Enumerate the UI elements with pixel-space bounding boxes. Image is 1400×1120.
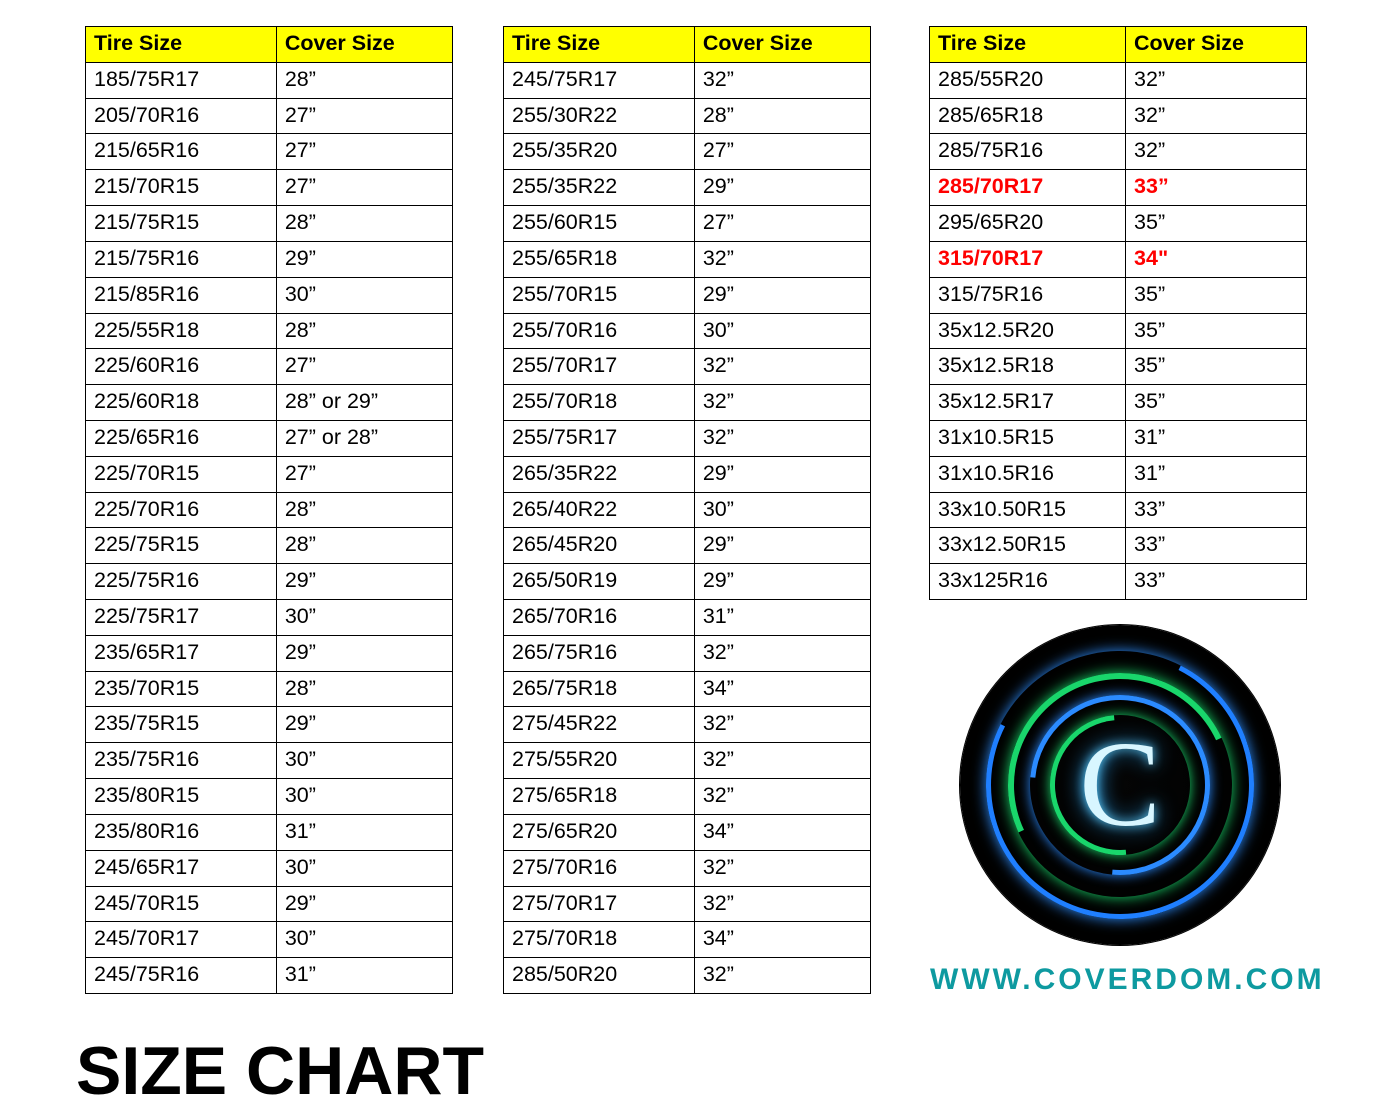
table-row <box>86 779 453 815</box>
cell-tire-size: 245/75R17 <box>504 62 695 98</box>
logo-disc <box>960 625 1280 945</box>
table-row <box>930 420 1307 456</box>
table-row <box>930 134 1307 170</box>
cell-cover-size: 29” <box>694 528 870 564</box>
cell-cover-size: 32” <box>694 958 870 994</box>
cell-cover-size: 28” <box>694 98 870 134</box>
cell-tire-size: 275/70R17 <box>504 886 695 922</box>
cell-tire-size: 225/55R18 <box>86 313 277 349</box>
table-row <box>86 241 453 277</box>
cell-cover-size: 35” <box>1126 206 1307 242</box>
cell-cover-size: 29” <box>276 635 452 671</box>
cell-tire-size: 285/50R20 <box>504 958 695 994</box>
size-table-3 <box>929 26 1307 600</box>
table-row <box>504 206 871 242</box>
table-row <box>86 170 453 206</box>
cell-cover-size: 30” <box>276 850 452 886</box>
cell-cover-size: 30” <box>276 743 452 779</box>
cell-cover-size: 29” <box>276 241 452 277</box>
cell-cover-size: 32” <box>1126 98 1307 134</box>
table-row <box>86 564 453 600</box>
cell-cover-size: 32” <box>694 420 870 456</box>
cell-tire-size: 225/70R15 <box>86 456 277 492</box>
cell-cover-size: 35” <box>1126 313 1307 349</box>
cell-cover-size: 31” <box>1126 456 1307 492</box>
table-row <box>86 420 453 456</box>
table-row <box>86 886 453 922</box>
cell-cover-size: 32” <box>694 850 870 886</box>
column-header-cover-size: Cover Size <box>276 27 452 63</box>
cell-tire-size: 315/70R17 <box>930 241 1126 277</box>
table-row <box>930 206 1307 242</box>
cell-cover-size: 31” <box>276 814 452 850</box>
table-row <box>86 385 453 421</box>
cell-tire-size: 275/65R20 <box>504 814 695 850</box>
table-row <box>504 98 871 134</box>
table-row <box>504 814 871 850</box>
column-header-tire-size: Tire Size <box>504 27 695 63</box>
cell-tire-size: 245/70R15 <box>86 886 277 922</box>
table-body-2 <box>504 62 871 993</box>
cell-cover-size: 31” <box>276 958 452 994</box>
table-row <box>504 385 871 421</box>
table-row <box>86 349 453 385</box>
cell-cover-size: 29” <box>694 564 870 600</box>
table-row <box>504 134 871 170</box>
cell-cover-size: 29” <box>276 564 452 600</box>
table-row <box>86 814 453 850</box>
page-title: SIZE CHART <box>76 1033 484 1109</box>
cell-cover-size: 32” <box>694 707 870 743</box>
cell-tire-size: 245/65R17 <box>86 850 277 886</box>
cell-cover-size: 32” <box>694 635 870 671</box>
table-row <box>86 958 453 994</box>
cell-tire-size: 31x10.5R16 <box>930 456 1126 492</box>
table-row <box>504 779 871 815</box>
cell-cover-size: 28” <box>276 671 452 707</box>
cell-cover-size: 28” or 29” <box>276 385 452 421</box>
cell-tire-size: 265/40R22 <box>504 492 695 528</box>
cell-cover-size: 34" <box>1126 241 1307 277</box>
table-row <box>930 98 1307 134</box>
brand-logo-block <box>930 625 1325 997</box>
table-row <box>86 313 453 349</box>
cell-cover-size: 30” <box>276 922 452 958</box>
cell-tire-size: 255/70R15 <box>504 277 695 313</box>
table-column-2 <box>503 26 871 994</box>
table-row <box>86 492 453 528</box>
cell-cover-size: 34” <box>694 814 870 850</box>
cell-cover-size: 32” <box>694 743 870 779</box>
cell-tire-size: 225/60R16 <box>86 349 277 385</box>
cell-tire-size: 225/65R16 <box>86 420 277 456</box>
table-row <box>930 456 1307 492</box>
size-table-2 <box>503 26 871 994</box>
table-row <box>504 958 871 994</box>
cell-tire-size: 265/70R16 <box>504 600 695 636</box>
table-row <box>504 600 871 636</box>
cell-tire-size: 255/75R17 <box>504 420 695 456</box>
table-row <box>504 707 871 743</box>
cell-tire-size: 33x125R16 <box>930 564 1126 600</box>
cell-tire-size: 255/65R18 <box>504 241 695 277</box>
cell-cover-size: 35” <box>1126 385 1307 421</box>
cell-tire-size: 265/75R18 <box>504 671 695 707</box>
cell-cover-size: 30” <box>276 600 452 636</box>
cell-cover-size: 35” <box>1126 277 1307 313</box>
cell-cover-size: 32” <box>694 886 870 922</box>
table-row <box>86 707 453 743</box>
size-table-1 <box>85 26 453 994</box>
cell-cover-size: 33” <box>1126 564 1307 600</box>
cell-tire-size: 275/55R20 <box>504 743 695 779</box>
table-row <box>86 600 453 636</box>
table-row <box>930 241 1307 277</box>
column-header-cover-size: Cover Size <box>1126 27 1307 63</box>
table-row <box>930 349 1307 385</box>
cell-cover-size: 29” <box>694 456 870 492</box>
cell-tire-size: 315/75R16 <box>930 277 1126 313</box>
cell-tire-size: 215/70R15 <box>86 170 277 206</box>
cell-cover-size: 29” <box>694 277 870 313</box>
cell-cover-size: 29” <box>694 170 870 206</box>
cell-cover-size: 32” <box>694 349 870 385</box>
table-row <box>86 528 453 564</box>
cell-cover-size: 27” <box>276 98 452 134</box>
table-row <box>504 420 871 456</box>
table-row <box>930 62 1307 98</box>
cell-tire-size: 225/75R16 <box>86 564 277 600</box>
column-header-tire-size: Tire Size <box>930 27 1126 63</box>
table-row <box>504 922 871 958</box>
cell-cover-size: 27” <box>276 456 452 492</box>
cell-tire-size: 225/70R16 <box>86 492 277 528</box>
cell-cover-size: 31” <box>694 600 870 636</box>
table-row <box>504 743 871 779</box>
table-row <box>930 492 1307 528</box>
table-column-1 <box>85 26 453 994</box>
cell-tire-size: 265/50R19 <box>504 564 695 600</box>
cell-tire-size: 265/75R16 <box>504 635 695 671</box>
cell-cover-size: 27” <box>276 170 452 206</box>
cell-tire-size: 235/80R16 <box>86 814 277 850</box>
cell-tire-size: 215/75R15 <box>86 206 277 242</box>
table-row <box>930 564 1307 600</box>
table-row <box>930 313 1307 349</box>
cell-cover-size: 27” <box>276 134 452 170</box>
column-header-cover-size: Cover Size <box>694 27 870 63</box>
cell-tire-size: 275/45R22 <box>504 707 695 743</box>
cell-cover-size: 28” <box>276 62 452 98</box>
cell-cover-size: 28” <box>276 528 452 564</box>
cell-cover-size: 28” <box>276 313 452 349</box>
cell-tire-size: 255/70R16 <box>504 313 695 349</box>
cell-tire-size: 285/75R16 <box>930 134 1126 170</box>
cell-cover-size: 33” <box>1126 528 1307 564</box>
table-row <box>504 850 871 886</box>
cell-tire-size: 33x12.50R15 <box>930 528 1126 564</box>
table-row <box>504 170 871 206</box>
table-row <box>86 850 453 886</box>
cell-cover-size: 33” <box>1126 170 1307 206</box>
cell-cover-size: 30” <box>694 492 870 528</box>
table-row <box>504 277 871 313</box>
cell-tire-size: 215/75R16 <box>86 241 277 277</box>
table-row <box>504 528 871 564</box>
cell-tire-size: 235/75R15 <box>86 707 277 743</box>
cell-tire-size: 275/65R18 <box>504 779 695 815</box>
cell-cover-size: 32” <box>694 385 870 421</box>
cell-cover-size: 27” <box>276 349 452 385</box>
table-row <box>86 635 453 671</box>
cell-cover-size: 30” <box>694 313 870 349</box>
table-row <box>86 456 453 492</box>
cell-tire-size: 235/80R15 <box>86 779 277 815</box>
table-row <box>504 313 871 349</box>
cell-tire-size: 225/75R17 <box>86 600 277 636</box>
table-row <box>504 886 871 922</box>
cell-tire-size: 215/65R16 <box>86 134 277 170</box>
table-row <box>86 134 453 170</box>
table-row <box>504 492 871 528</box>
table-header-row <box>930 27 1307 63</box>
cell-tire-size: 35x12.5R20 <box>930 313 1126 349</box>
table-row <box>86 671 453 707</box>
table-row <box>930 170 1307 206</box>
cell-tire-size: 265/45R20 <box>504 528 695 564</box>
cell-cover-size: 29” <box>276 886 452 922</box>
cell-tire-size: 245/70R17 <box>86 922 277 958</box>
table-row <box>930 277 1307 313</box>
cell-cover-size: 28” <box>276 492 452 528</box>
table-body-1 <box>86 62 453 993</box>
table-row <box>86 743 453 779</box>
cell-cover-size: 27” <box>694 206 870 242</box>
cell-cover-size: 34” <box>694 922 870 958</box>
table-row <box>504 671 871 707</box>
cell-tire-size: 265/35R22 <box>504 456 695 492</box>
cell-cover-size: 32” <box>694 241 870 277</box>
cell-tire-size: 245/75R16 <box>86 958 277 994</box>
cell-cover-size: 32” <box>694 62 870 98</box>
column-header-tire-size: Tire Size <box>86 27 277 63</box>
table-row <box>504 241 871 277</box>
table-body-3 <box>930 62 1307 599</box>
cell-cover-size: 35” <box>1126 349 1307 385</box>
cell-tire-size: 35x12.5R17 <box>930 385 1126 421</box>
cell-tire-size: 255/35R20 <box>504 134 695 170</box>
cell-tire-size: 225/60R18 <box>86 385 277 421</box>
table-row <box>930 385 1307 421</box>
table-row <box>504 349 871 385</box>
table-column-3 <box>929 26 1307 600</box>
cell-tire-size: 235/70R15 <box>86 671 277 707</box>
cell-cover-size: 27” or 28” <box>276 420 452 456</box>
cell-tire-size: 295/65R20 <box>930 206 1126 242</box>
cell-tire-size: 285/70R17 <box>930 170 1126 206</box>
cell-tire-size: 185/75R17 <box>86 62 277 98</box>
cell-tire-size: 255/30R22 <box>504 98 695 134</box>
table-row <box>504 62 871 98</box>
cell-cover-size: 32” <box>1126 134 1307 170</box>
cell-tire-size: 215/85R16 <box>86 277 277 313</box>
cell-tire-size: 225/75R15 <box>86 528 277 564</box>
table-row <box>930 528 1307 564</box>
cell-cover-size: 28” <box>276 206 452 242</box>
cell-tire-size: 255/70R17 <box>504 349 695 385</box>
cell-cover-size: 29” <box>276 707 452 743</box>
cell-tire-size: 33x10.50R15 <box>930 492 1126 528</box>
cell-cover-size: 32” <box>694 779 870 815</box>
cell-cover-size: 27” <box>694 134 870 170</box>
table-row <box>86 98 453 134</box>
cell-cover-size: 34” <box>694 671 870 707</box>
cell-cover-size: 30” <box>276 779 452 815</box>
table-header-row <box>86 27 453 63</box>
cell-cover-size: 31” <box>1126 420 1307 456</box>
cell-tire-size: 285/55R20 <box>930 62 1126 98</box>
cell-tire-size: 285/65R18 <box>930 98 1126 134</box>
cell-tire-size: 31x10.5R15 <box>930 420 1126 456</box>
table-row <box>86 277 453 313</box>
cell-tire-size: 235/65R17 <box>86 635 277 671</box>
table-header-row <box>504 27 871 63</box>
cell-tire-size: 255/35R22 <box>504 170 695 206</box>
cell-tire-size: 205/70R16 <box>86 98 277 134</box>
cell-tire-size: 255/70R18 <box>504 385 695 421</box>
cell-cover-size: 32” <box>1126 62 1307 98</box>
website-url: WWW.COVERDOM.COM <box>930 963 1325 996</box>
logo-letter-c: C <box>1079 717 1161 852</box>
table-row <box>504 635 871 671</box>
cell-tire-size: 275/70R18 <box>504 922 695 958</box>
cell-tire-size: 275/70R16 <box>504 850 695 886</box>
cell-cover-size: 33” <box>1126 492 1307 528</box>
table-row <box>86 62 453 98</box>
table-row <box>86 922 453 958</box>
cell-tire-size: 235/75R16 <box>86 743 277 779</box>
table-row <box>86 206 453 242</box>
cell-cover-size: 30” <box>276 277 452 313</box>
table-row <box>504 456 871 492</box>
cell-tire-size: 35x12.5R18 <box>930 349 1126 385</box>
table-row <box>504 564 871 600</box>
cell-tire-size: 255/60R15 <box>504 206 695 242</box>
